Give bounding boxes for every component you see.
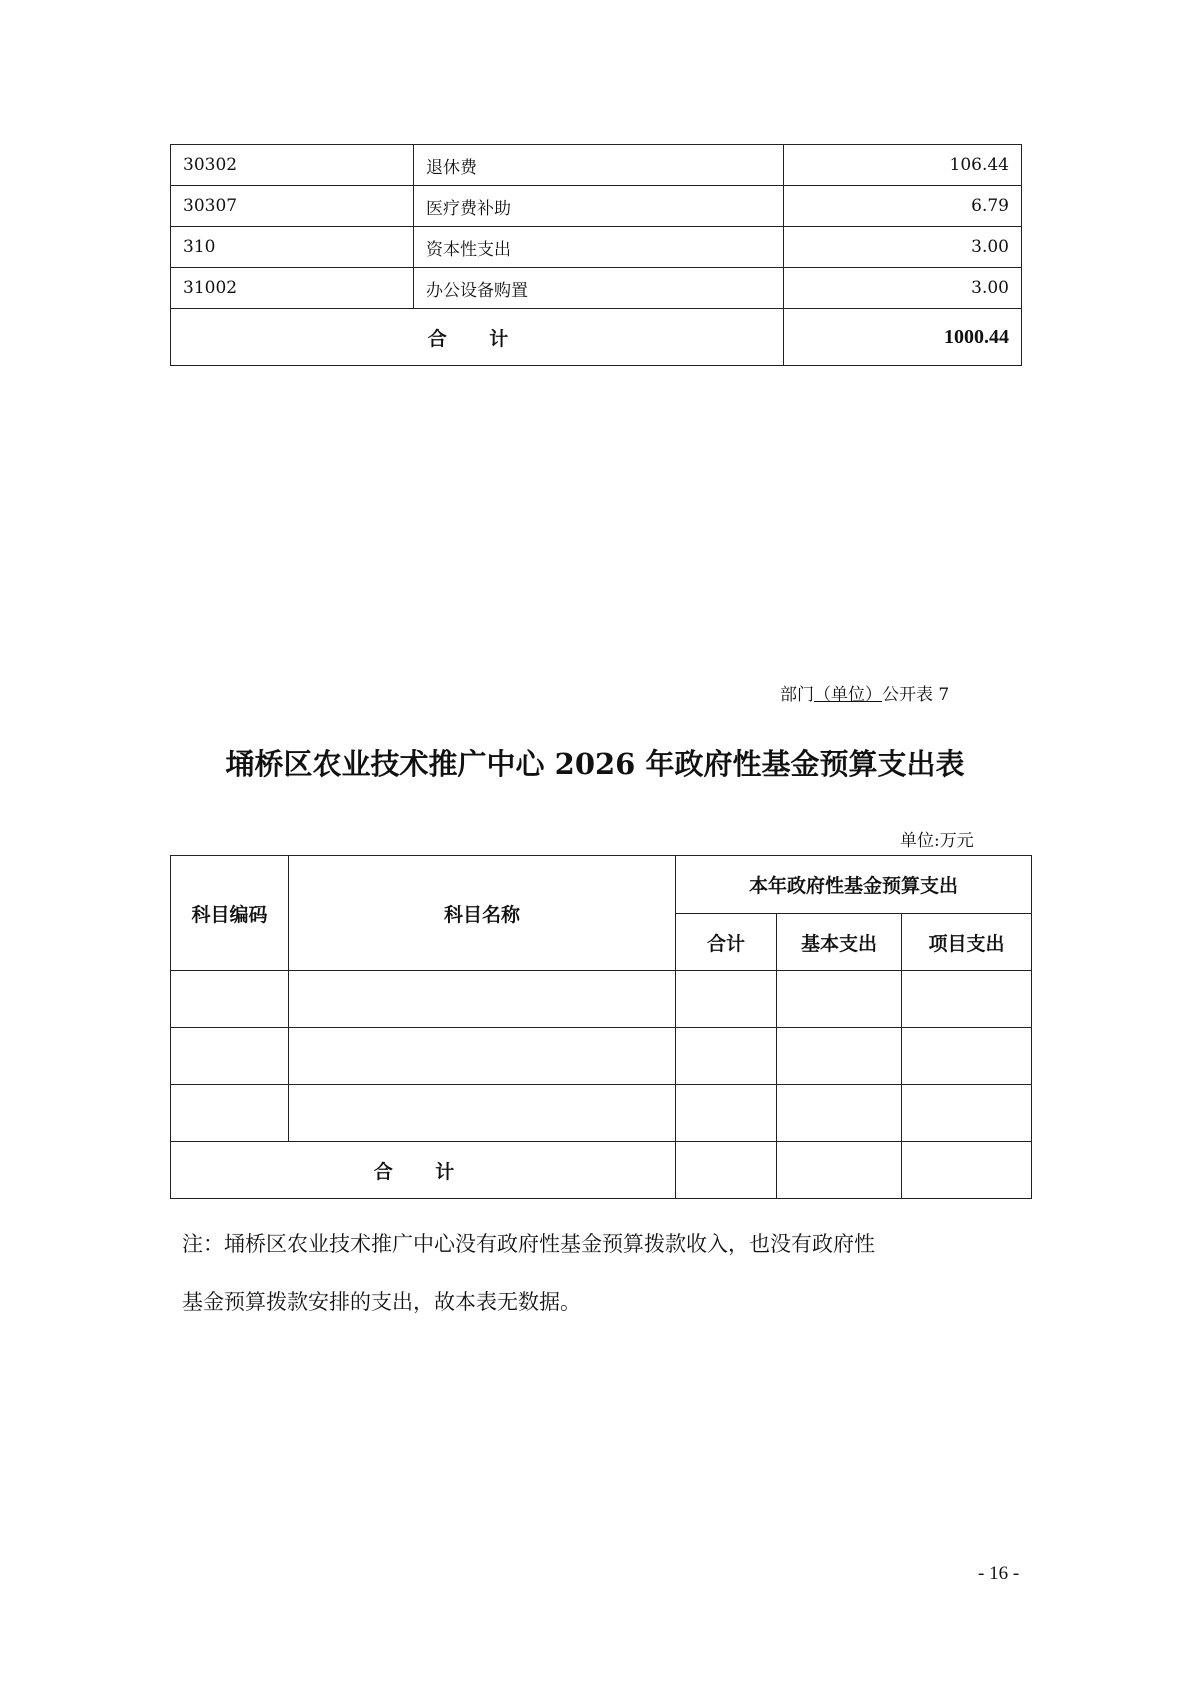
note-line-1: 注：埇桥区农业技术推广中心没有政府性基金预算拨款收入，也没有政府性 [182,1232,875,1256]
subject-name: 医疗费补助 [414,186,784,227]
empty-cell [289,1085,676,1142]
total-label: 合 计 [171,1142,676,1199]
empty-cell [676,971,777,1028]
table-row [171,1085,1032,1142]
empty-cell [902,1085,1032,1142]
empty-cell [777,1142,902,1199]
subject-name: 资本性支出 [414,227,784,268]
column-header-code: 科目编码 [171,856,289,971]
subject-amount: 6.79 [784,186,1022,227]
empty-cell [171,971,289,1028]
total-row [171,309,1022,366]
table-row [171,227,1022,268]
empty-cell [676,1085,777,1142]
total-amount: 1000.44 [784,309,1022,366]
table-tag-unit: （单位） [814,685,882,705]
total-row [171,1142,1032,1199]
empty-cell [777,1085,902,1142]
header-row [171,856,1032,914]
column-group-header: 本年政府性基金预算支出 [676,856,1032,914]
total-label: 合 计 [171,309,784,366]
page-title: 埇桥区农业技术推广中心 2026 年政府性基金预算支出表 [225,747,965,781]
subject-name: 办公设备购置 [414,268,784,309]
empty-cell [171,1028,289,1085]
subject-amount: 3.00 [784,268,1022,309]
table-row [171,145,1022,186]
empty-cell [171,1085,289,1142]
subject-name: 退休费 [414,145,784,186]
empty-cell [777,971,902,1028]
empty-cell [289,1028,676,1085]
column-header-total: 合计 [676,914,777,971]
subject-code: 310 [171,227,414,268]
subject-amount: 3.00 [784,227,1022,268]
table-row [171,186,1022,227]
note-line-2: 基金预算拨款安排的支出，故本表无数据。 [182,1290,581,1314]
table-row [171,1028,1032,1085]
column-header-name: 科目名称 [289,856,676,971]
empty-cell [777,1028,902,1085]
empty-cell [902,1028,1032,1085]
table-tag [780,680,949,705]
empty-cell [902,1142,1032,1199]
empty-cell [676,1142,777,1199]
table-tag-prefix: 部门 [780,685,814,705]
column-header-basic: 基本支出 [777,914,902,971]
subject-code: 31002 [171,268,414,309]
subject-code: 30302 [171,145,414,186]
column-header-project: 项目支出 [902,914,1032,971]
budget-continuation-table [170,144,1022,366]
government-fund-table [170,855,1032,1199]
table-row [171,268,1022,309]
unit-label: 单位:万元 [900,831,974,851]
subject-amount: 106.44 [784,145,1022,186]
table-tag-suffix: 公开表 7 [882,685,950,705]
table-row [171,971,1032,1028]
empty-cell [676,1028,777,1085]
empty-cell [289,971,676,1028]
subject-code: 30307 [171,186,414,227]
page-number: - 16 - [978,1563,1020,1584]
empty-cell [902,971,1032,1028]
